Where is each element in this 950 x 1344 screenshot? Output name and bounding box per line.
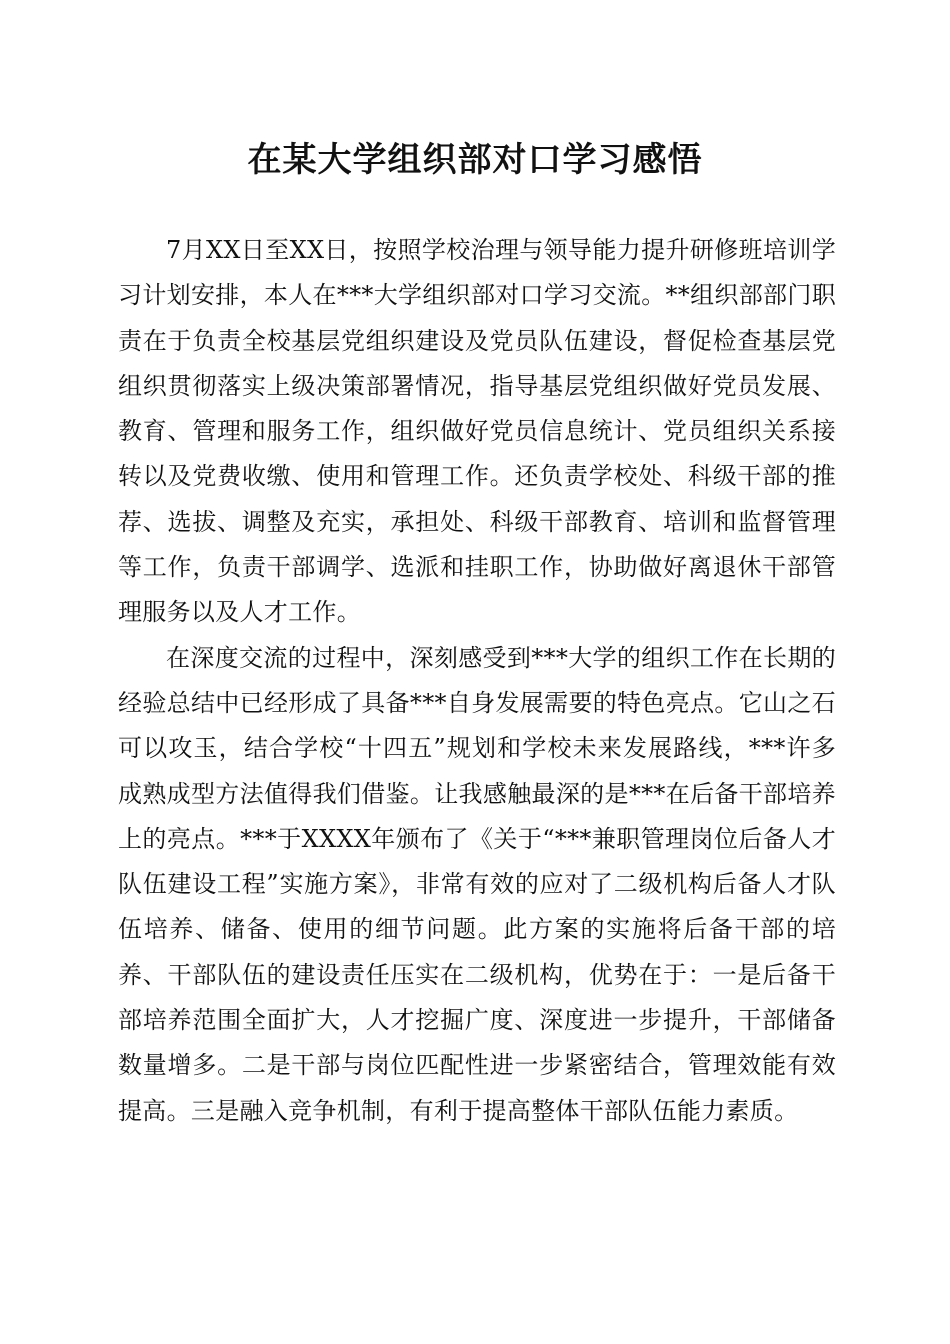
paragraph-2: 在深度交流的过程中，深刻感受到***大学的组织工作在长期的经验总结中已经形成了具备***自身发展需要的特色亮点。它山之石可以攻玉，结合学校“十四五”规划和学校未来发展路线，***许多成熟成型方法值得我们借鉴。让我感触最深的是***在后备干部培养上的亮点。***于XXXX年颁布了《关于“***兼职管理岗位后备人才队伍建设工程”实施方案》，非常有效的应对了二级机构后备人才队伍培养、储备、使用的细节问题。此方案的实施将后备干部的培养、干部队伍的建设责任压实在二级机构，优势在于：一是后备干部培养范围全面扩大，人才挖掘广度、深度进一步提升，干部储备数量增多。二是干部与岗位匹配性进一步紧密结合，管理效能有效提高。三是融入竞争机制，有利于提高整体干部队伍能力素质。 bbox=[118, 643, 836, 1125]
document-body bbox=[118, 228, 836, 1134]
paragraph-1: 7月XX日至XX日，按照学校治理与领导能力提升研修班培训学习计划安排，本人在***大学组织部对口学习交流。**组织部部门职责在于负责全校基层党组织建设及党员队伍建设，督促检查基层党组织贯彻落实上级决策部署情况，指导基层党组织做好党员发展、教育、管理和服务工作，组织做好党员信息统计、党员组织关系接转以及党费收缴、使用和管理工作。还负责学校处、科级干部的推荐、选拔、调整及充实，承担处、科级干部教育、培训和监督管理等工作，负责干部调学、选派和挂职工作，协助做好离退休干部管理服务以及人才工作。 bbox=[118, 236, 836, 627]
document-title: 在某大学组织部对口学习感悟 bbox=[247, 140, 703, 180]
